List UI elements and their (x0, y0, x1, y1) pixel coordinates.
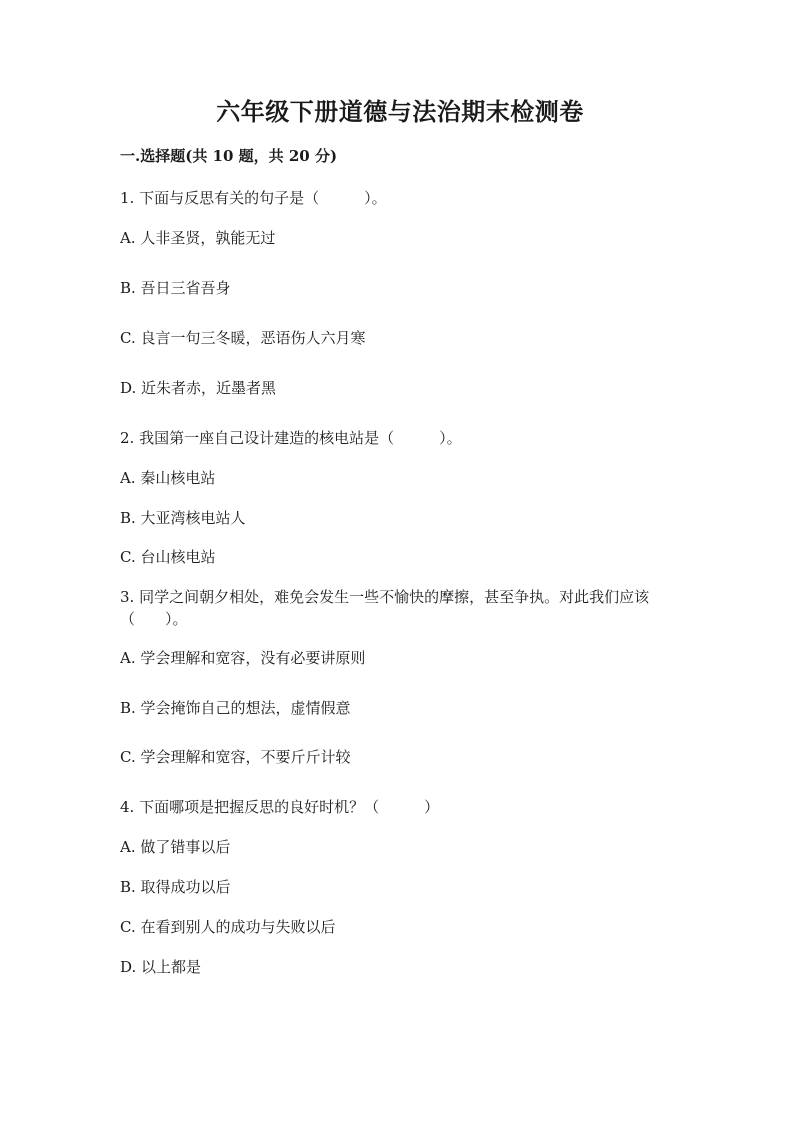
question-1-option-a: A. 人非圣贤，孰能无过 (120, 229, 276, 247)
page-title: 六年级下册道德与法治期末检测卷 (216, 97, 584, 126)
question-4-option-d: D. 以上都是 (120, 958, 202, 976)
question-1-stem: 1. 下面与反思有关的句子是（ ）。 (120, 189, 387, 207)
question-1-option-c: C. 良言一句三冬暖，恶语伤人六月寒 (120, 329, 366, 347)
question-2-option-b: B. 大亚湾核电站人 (120, 509, 246, 527)
question-4-option-b: B. 取得成功以后 (120, 878, 231, 896)
question-3-option-c: C. 学会理解和宽容，不要斤斤计较 (120, 748, 351, 766)
question-1-option-d: D. 近朱者赤，近墨者黑 (120, 379, 277, 397)
question-2-option-a: A. 秦山核电站 (120, 469, 216, 487)
question-2-option-c: C. 台山核电站 (120, 548, 216, 566)
question-3-option-a: A. 学会理解和宽容，没有必要讲原则 (120, 649, 366, 667)
question-4-option-c: C. 在看到别人的成功与失败以后 (120, 918, 336, 936)
question-4-option-a: A. 做了错事以后 (120, 838, 231, 856)
section-heading: 一.选择题(共 10 题，共 20 分) (120, 147, 338, 165)
question-4-stem: 4. 下面哪项是把握反思的良好时机？（ ） (120, 798, 440, 816)
question-3-option-b: B. 学会掩饰自己的想法，虚情假意 (120, 699, 351, 717)
question-3-stem: 3. 同学之间朝夕相处，难免会发生一些不愉快的摩擦，甚至争执。对此我们应该（ ）。 (120, 588, 650, 628)
question-1-option-b: B. 吾日三省吾身 (120, 279, 231, 297)
question-2-stem: 2. 我国第一座自己设计建造的核电站是（ ）。 (120, 429, 462, 447)
